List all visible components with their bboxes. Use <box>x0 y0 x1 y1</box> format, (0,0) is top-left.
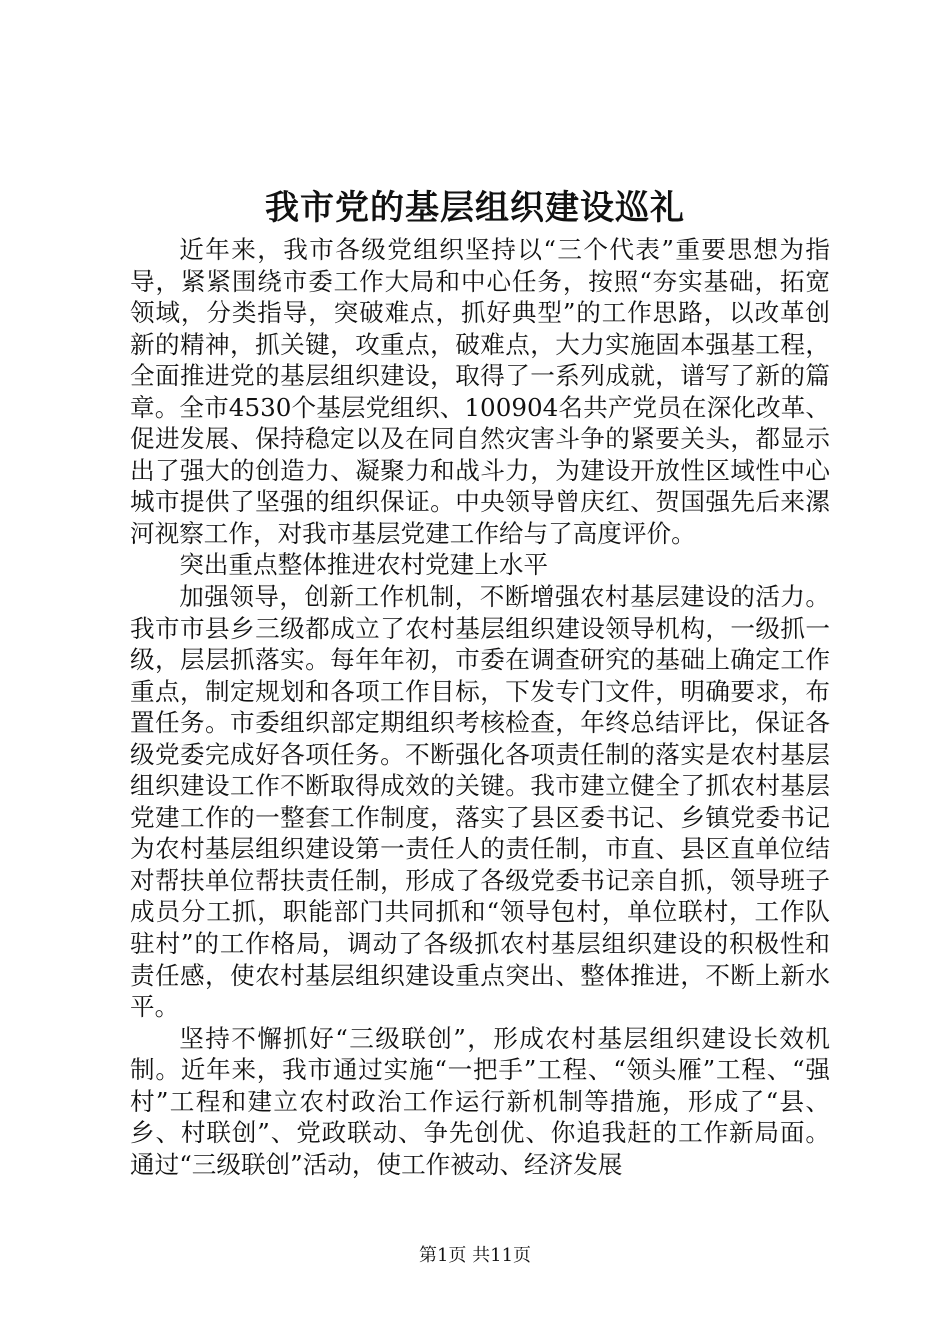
paragraph-intro: 近年来，我市各级党组织坚持以“三个代表”重要思想为指导，紧紧围绕市委工作大局和中心任务，按照“夯实基础，拓宽领域，分类指导，突破难点，抓好典型”的工作思路，以改革创新的精神，抓关键，攻重点，破难点，大力实施固本强基工程，全面推进党的基层组织建设，取得了一系列成就，谱写了新的篇章。全市4530个基层党组织、100904名共产党员在深化改革、促进发展、保持稳定以及在同自然灾害斗争的紧要关头，都显示出了强大的创造力、凝聚力和战斗力，为建设开放性区域性中心城市提供了坚强的组织保证。中央领导曾庆红、贺国强先后来漯河视察工作，对我市基层党建工作给与了高度评价。 <box>130 235 830 548</box>
page-number-footer: 第1页 共11页 <box>418 1245 532 1266</box>
paragraph-three-level: 坚持不懈抓好“三级联创”，形成农村基层组织建设长效机制。近年来，我市通过实施“一把手”工程、“领头雁”工程、“强村”工程和建立农村政治工作运行新机制等措施，形成了“县、乡、村联创”、党政联动、争先创优、你追我赶的工作新局面。通过“三级联创”活动，使工作被动、经济发展 <box>130 1023 830 1179</box>
document-body <box>130 234 830 1180</box>
page-title: 我市党的基层组织建设巡礼 <box>265 188 685 228</box>
section-heading: 突出重点整体推进农村党建上水平 <box>179 550 549 580</box>
paragraph-leadership: 加强领导，创新工作机制，不断增强农村基层建设的活力。我市市县乡三级都成立了农村基层组织建设领导机构，一级抓一级，层层抓落实。每年年初，市委在调查研究的基础上确定工作重点，制定规划和各项工作目标，下发专门文件，明确要求，布置任务。市委组织部定期组织考核检查，年终总结评比，保证各级党委完成好各项任务。不断强化各项责任制的落实是农村基层组织建设工作不断取得成效的关键。我市建立健全了抓农村基层党建工作的一整套工作制度，落实了县区委书记、乡镇党委书记为农村基层组织建设第一责任人的责任制，市直、县区直单位结对帮扶单位帮扶责任制，形成了各级党委书记亲自抓，领导班子成员分工抓，职能部门共同抓和“领导包村，单位联村，工作队驻村”的工作格局，调动了各级抓农村基层组织建设的积极性和责任感，使农村基层组织建设重点突出、整体推进，不断上新水平。 <box>130 582 830 1022</box>
